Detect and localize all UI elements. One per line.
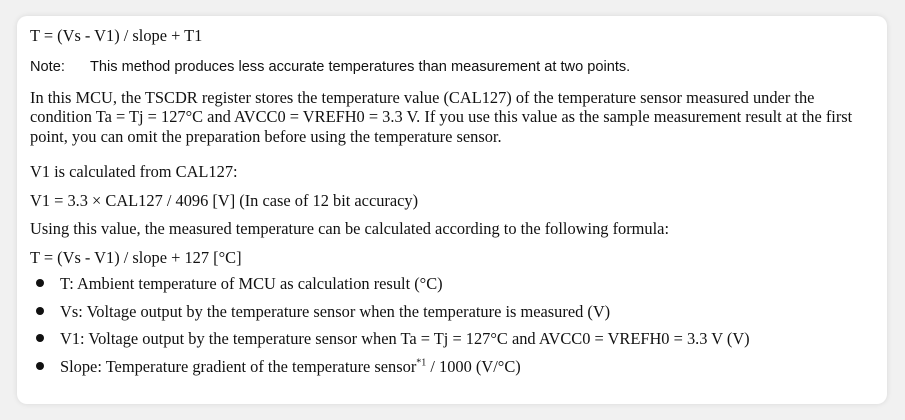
list-item-text: T: Ambient temperature of MCU as calculation result (°C) bbox=[60, 274, 443, 294]
description-paragraph: In this MCU, the TSCDR register stores the temperature value (CAL127) of the temperature sensor measured under the condition Ta = Tj = 127°C and AVCC0 = VREFH0 = 3.3 V. If you use this value as the sample measurement result at the first point, you can omit the preparation before using the temperature sensor. bbox=[30, 87, 853, 146]
formula-final: T = (Vs - V1) / slope + 127 [°C] bbox=[30, 247, 242, 267]
document-card bbox=[17, 16, 887, 404]
list-item bbox=[30, 274, 873, 294]
bullet-icon bbox=[36, 279, 44, 287]
using-value-text: Using this value, the measured temperature can be calculated according to the following formula: bbox=[30, 219, 670, 239]
bullet-icon bbox=[36, 334, 44, 342]
list-item bbox=[30, 329, 873, 349]
v1-calc-text: V1 is calculated from CAL127: bbox=[30, 162, 238, 182]
bullet-icon bbox=[36, 362, 44, 370]
list-item bbox=[30, 357, 873, 377]
bullet-icon bbox=[36, 307, 44, 315]
list-item-text: Vs: Voltage output by the temperature sensor when the temperature is measured (V) bbox=[60, 301, 611, 321]
note-text: This method produces less accurate temperatures than measurement at two points. bbox=[90, 58, 631, 75]
v1-formula: V1 = 3.3 × CAL127 / 4096 [V] (In case of 12 bit accuracy) bbox=[30, 190, 419, 210]
list-item bbox=[30, 302, 873, 322]
note bbox=[30, 58, 873, 77]
footnote-marker: *1 bbox=[416, 357, 427, 369]
slope-unit: / 1000 (V/°C) bbox=[426, 356, 521, 376]
variable-list bbox=[30, 274, 873, 376]
slope-text: Slope: Temperature gradient of the temperature sensor bbox=[60, 356, 417, 376]
list-item-text bbox=[60, 357, 521, 377]
note-label: Note: bbox=[30, 58, 65, 75]
formula-intro: T = (Vs - V1) / slope + T1 bbox=[30, 26, 203, 45]
list-item-text: V1: Voltage output by the temperature sensor when Ta = Tj = 127°C and AVCC0 = VREFH0 = 3.3 V (V) bbox=[60, 329, 750, 349]
